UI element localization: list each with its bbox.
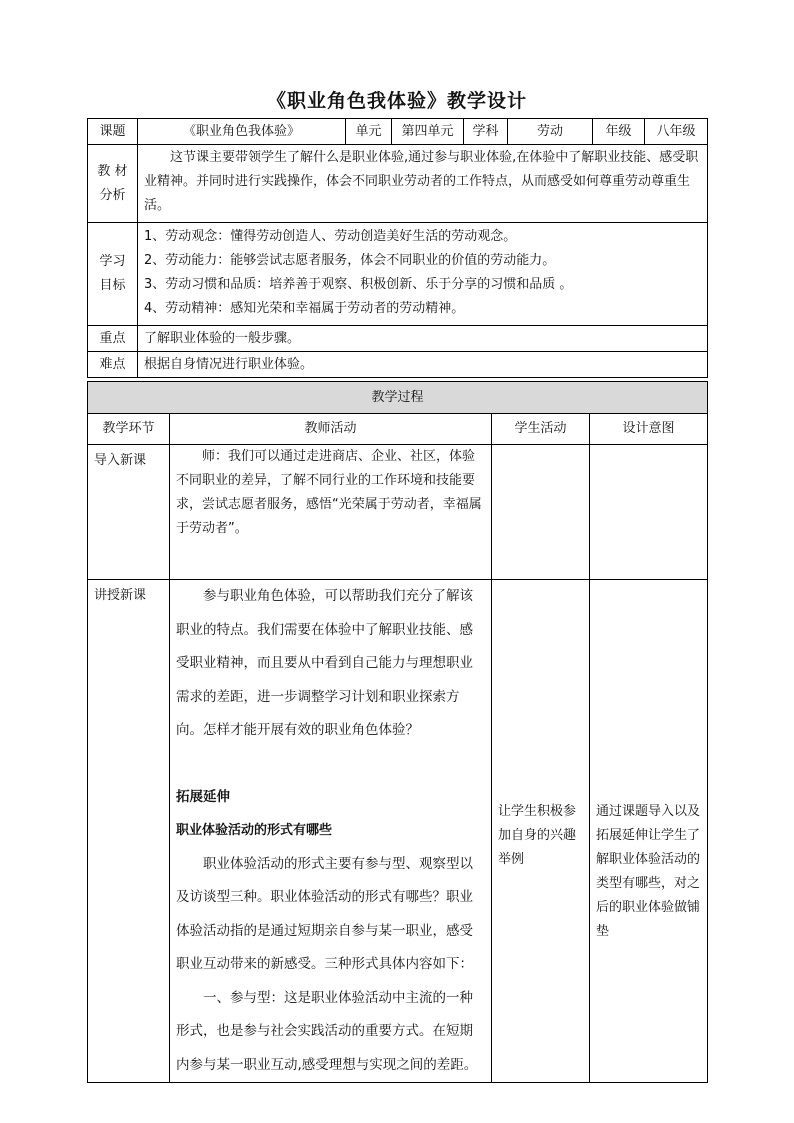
unit-label: 单元: [346, 119, 392, 145]
goals-label: [88, 223, 138, 326]
goals-label-line1: 学习: [99, 254, 126, 269]
extension-heading: 拓展延伸: [176, 788, 230, 805]
goal-item: 4、劳动精神：感知光荣和幸福属于劳动者的劳动精神。: [144, 301, 465, 316]
analysis-label-line1: 教 材: [97, 163, 128, 179]
col-stage-header: 教学环节: [88, 414, 170, 445]
goals-row: [88, 223, 708, 326]
intro-stage: 导入新课: [88, 445, 170, 580]
col-teacher-header: 教师活动: [170, 414, 492, 445]
lecture-design-intent: 通过课题导入以及拓展延伸让学生了解职业体验活动的类型有哪些，对之后的职业体验做铺垫: [590, 580, 708, 1083]
analysis-row: [88, 145, 708, 223]
goal-item: 2、劳动能力：能够尝试志愿者服务，体会不同职业的价值的劳动能力。: [144, 253, 556, 268]
lecture-paragraph-2: 职业体验活动的形式主要有参与型、观察型以及访谈型三种。职业体验活动的形式有哪些？职业体验活动指的是通过短期亲自参与某一职业，感受职业互动带来的新感受。三种形式具体内容如下：: [176, 855, 473, 972]
intro-student-activity: [492, 445, 590, 580]
info-row: [88, 119, 708, 145]
analysis-text: 这节课主要带领学生了解什么是职业体验,通过参与职业体验,在体验中了解职业技能、感受职业精神。并同时进行实践操作，体会不同职业劳动者的工作特点，从而感受如何尊重劳动尊重生活。: [138, 145, 708, 223]
lecture-row: [88, 580, 708, 1083]
teaching-process-table: [87, 381, 708, 1083]
key-point-label: 重点: [88, 326, 138, 352]
col-intent-header: 设计意图: [590, 414, 708, 445]
lecture-paragraph-3: 一、参与型：这是职业体验活动中主流的一种形式，也是参与社会实践活动的重要方式。在短期内参与某一职业互动,感受理想与实现之间的差距。: [176, 989, 478, 1073]
blank-line: [176, 748, 485, 781]
difficulty-row: [88, 352, 708, 378]
activity-forms-heading: 职业体验活动的形式有哪些: [176, 823, 333, 838]
lecture-paragraph-1: 参与职业角色体验，可以帮助我们充分了解该职业的特点。我们需要在体验中了解职业技能、感受职业精神，而且要从中看到自己能力与理想职业需求的差距，进一步调整学习计划和职业探索方向。怎样才能开展有效的职业角色体验？: [176, 588, 473, 738]
process-heading-row: [88, 382, 708, 414]
goal-item: 3、劳动习惯和品质：培养善于观察、积极创新、乐于分享的习惯和品质 。: [144, 277, 573, 292]
difficulty-label: 难点: [88, 352, 138, 378]
difficulty-text: 根据自身情况进行职业体验。: [138, 352, 708, 378]
lecture-student-activity: 让学生积极参加自身的兴趣举例: [492, 580, 590, 1083]
document-title: 《职业角色我体验》教学设计: [266, 90, 527, 112]
unit-value: 第四单元: [392, 119, 464, 145]
subject-value: 劳动: [508, 119, 593, 145]
key-point-text: 了解职业体验的一般步骤。: [138, 326, 708, 352]
goals-list: [138, 223, 708, 326]
course-label: 课题: [88, 119, 138, 145]
goal-item: 1、劳动观念：懂得劳动创造人、劳动创造美好生活的劳动观念。: [144, 229, 517, 244]
lecture-teacher-activity: [170, 580, 492, 1083]
lesson-info-table: [87, 118, 708, 378]
col-student-header: 学生活动: [492, 414, 590, 445]
process-header-row: [88, 414, 708, 445]
key-point-row: [88, 326, 708, 352]
analysis-label-line2: 分析: [99, 187, 126, 203]
intro-teacher-activity: 师：我们可以通过走进商店、企业、社区，体验不同职业的差异，了解不同行业的工作环境和技能要求，尝试志愿者服务，感悟“光荣属于劳动者，幸福属于劳动者”。: [170, 445, 492, 580]
intro-row: [88, 445, 708, 580]
process-heading: 教学过程: [88, 382, 708, 414]
intro-design-intent: [590, 445, 708, 580]
course-value: 《职业角色我体验》: [138, 119, 346, 145]
grade-value: 八年级: [645, 119, 708, 145]
subject-label: 学科: [464, 119, 508, 145]
goals-label-line2: 目标: [99, 278, 126, 293]
lecture-stage: 讲授新课: [88, 580, 170, 1083]
grade-label: 年级: [593, 119, 645, 145]
analysis-label: [88, 145, 138, 223]
